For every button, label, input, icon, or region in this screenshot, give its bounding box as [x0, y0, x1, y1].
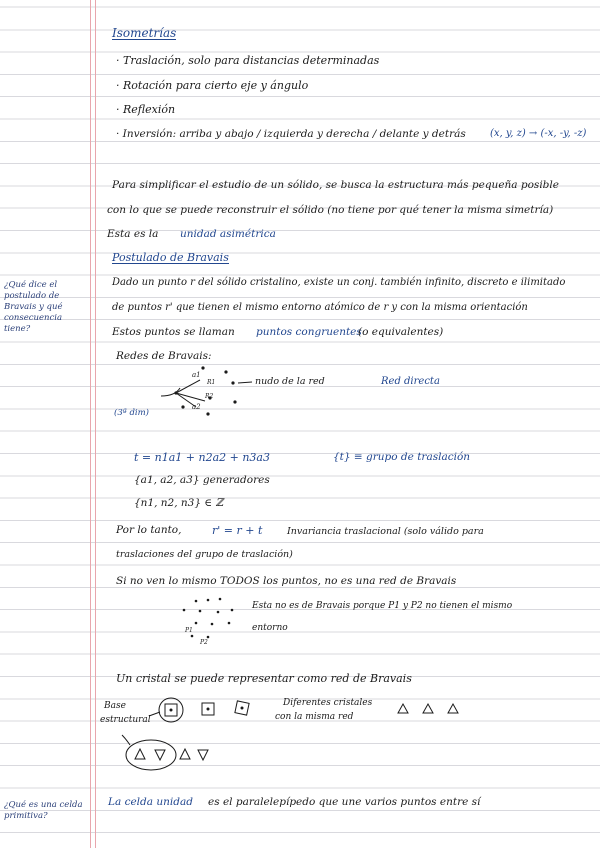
postulado-line-3-pre: Estos puntos se llaman	[112, 326, 235, 338]
label-nudo-red: nudo de la red	[255, 376, 325, 387]
not-bravais-note-1: Esta no es de Bravais porque P1 y P2 no tienen el mismo	[252, 601, 513, 611]
redes-bravais-label: Redes de Bravais:	[116, 350, 212, 362]
invariance-pre: Por lo tanto,	[116, 524, 182, 536]
simplify-line-1: Para simplificar el estudio de un sólido, se busca la estructura más pequeña posible	[112, 179, 559, 191]
unidad-asimetrica: unidad asimétrica	[180, 228, 276, 240]
eq-integers: {n1, n2, n3} ∈ ℤ	[134, 497, 224, 509]
label-p1: P1	[185, 627, 193, 634]
not-bravais-note-2: entorno	[252, 623, 288, 633]
postulado-line-1: Dado un punto r del sólido cristalino, existe un conj. también infinito, discreto e ilimitado	[112, 277, 566, 288]
label-a1: a1	[192, 371, 201, 379]
postulado-title: Postulado de Bravais	[112, 251, 229, 264]
postulado-line-2: de puntos r' que tienen el mismo entorno atómico de r y con la misma orientación	[112, 302, 528, 313]
invariance-line-2: traslaciones del grupo de traslación)	[116, 549, 293, 560]
celda-unidad: La celda unidad	[108, 796, 193, 808]
simplify-line-2: con lo que se puede reconstruir el sólido (no tiene por qué tener la misma simetría)	[107, 204, 554, 216]
bullet-rotacion: · Rotación para cierto eje y ángulo	[116, 79, 309, 92]
diff-crystals-1: Diferentes cristales	[283, 698, 373, 708]
label-r2: R2	[205, 393, 214, 400]
label-p2: P2	[200, 639, 208, 646]
label-r1: R1	[207, 379, 216, 386]
bullet-traslacion: · Traslación, solo para distancias determinadas	[116, 54, 380, 67]
label-3-dim: (3ª dim)	[114, 408, 150, 418]
side-note-postulado: ¿Qué dice el postulado de Bravais y qué consecuencia tiene?	[4, 280, 63, 334]
not-bravais-line: Si no ven lo mismo TODOS los puntos, no es una red de Bravais	[116, 575, 457, 587]
base-label-1: Base	[104, 701, 126, 711]
bullet-reflexion: · Reflexión	[116, 103, 176, 116]
side-note-celda-primitiva: ¿Qué es una celda primitiva?	[4, 800, 83, 821]
crystal-line: Un cristal se puede representar como red de Bravais	[116, 672, 412, 685]
eq-translation-vector: t = n1a1 + n2a2 + n3a3	[134, 451, 270, 464]
label-red-directa: Red directa	[381, 376, 440, 387]
puntos-congruentes: puntos congruentes	[256, 326, 362, 338]
eq-generators: {a1, a2, a3} generadores	[134, 474, 270, 486]
base-label-2: estructural	[100, 715, 151, 725]
label-a2: a2	[192, 403, 201, 411]
diff-crystals-2: con la misma red	[275, 712, 354, 722]
heading-isometrias: Isometrías	[112, 26, 177, 40]
invariance-post: Invariancia traslacional (solo válido para	[287, 526, 484, 537]
bullet-inversion: · Inversión: arriba y abajo / izquierda y derecha / delante y detrás	[116, 128, 466, 140]
simplify-line-3: Esta es la	[107, 228, 159, 240]
eq-translation-group: {t} ≡ grupo de traslación	[333, 451, 471, 463]
postulado-line-3-post: (o equivalentes)	[358, 326, 444, 338]
inversion-mapping: (x, y, z) → (-x, -y, -z)	[490, 128, 587, 139]
invariance-equation: r' = r + t	[212, 524, 263, 537]
celda-line: es el paralelepípedo que une varios puntos entre sí	[208, 796, 481, 808]
